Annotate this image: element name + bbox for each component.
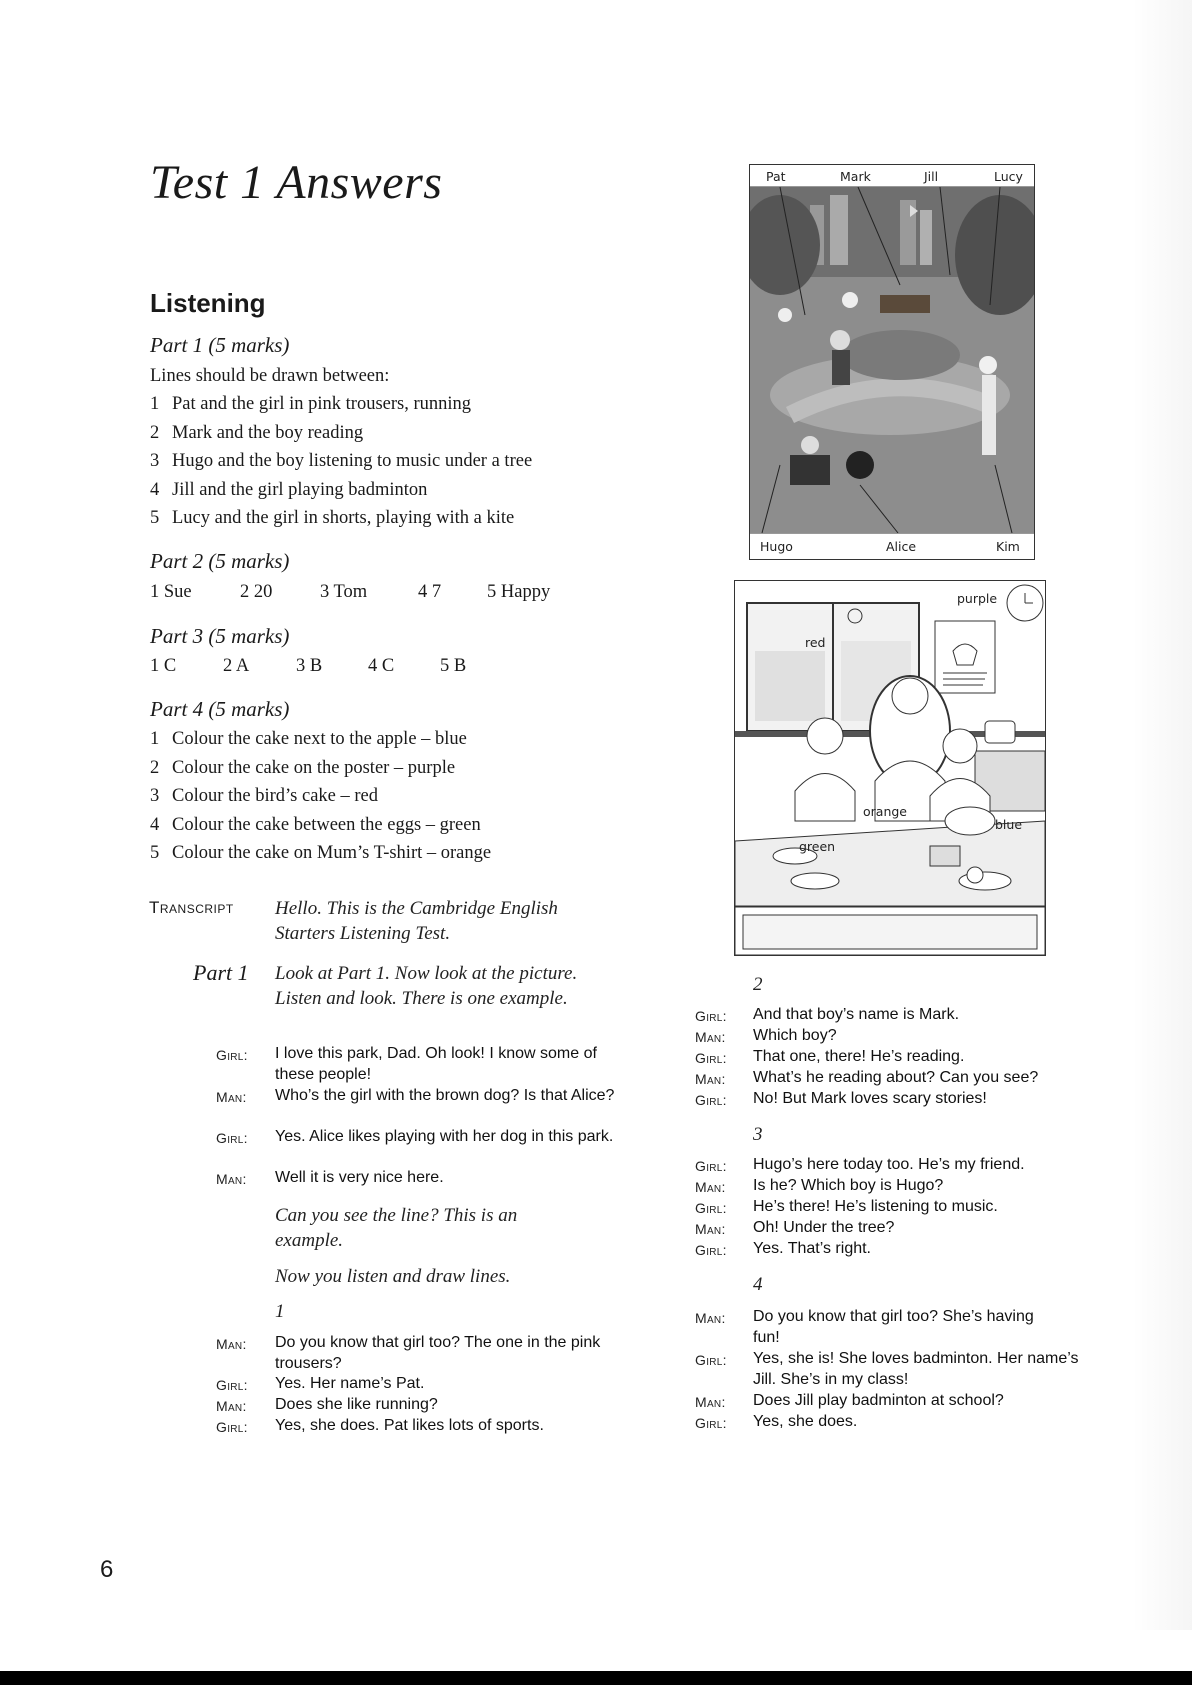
speaker-label: Man: [695, 1310, 726, 1326]
part1-intro: Lines should be drawn between: [150, 366, 390, 386]
speaker-label: Girl: [695, 1008, 727, 1024]
page-title: Test 1 Answers [150, 156, 443, 209]
dialogue-line: That one, there! He’s reading. [753, 1048, 965, 1065]
part1-heading: Part 1 (5 marks) [150, 333, 290, 357]
dialogue-line: Yes. Alice likes playing with her dog in this park. [275, 1128, 614, 1145]
question-number: 1 [275, 1301, 285, 1322]
question-number: 3 [753, 1124, 763, 1145]
question-number: 2 [753, 974, 763, 995]
list-item: 5 Colour the cake on Mum’s T-shirt – orange [150, 843, 492, 863]
dialogue-line: Does Jill play badminton at school? [753, 1392, 1004, 1409]
answer: 4 7 [418, 582, 442, 602]
park-illustration [749, 164, 1035, 560]
page-edge-shadow [1132, 0, 1192, 1630]
part1-list [150, 390, 532, 533]
dialogue-line: And that boy’s name is Mark. [753, 1006, 960, 1023]
list-item: 1 Pat and the girl in pink trousers, running [150, 394, 472, 414]
part4-heading: Part 4 (5 marks) [150, 697, 290, 721]
dialogue-line: Yes, she is! She loves badminton. Her name’s Jill. She’s in my class! [753, 1350, 1079, 1388]
park-label: Mark [840, 169, 871, 184]
park-label: Alice [886, 539, 917, 554]
speaker-label: Girl: [695, 1242, 727, 1258]
speaker-label: Girl: [695, 1050, 727, 1066]
dialogue-line: What’s he reading about? Can you see? [753, 1069, 1039, 1086]
dialogue-line: Does she like running? [275, 1396, 438, 1413]
speaker-label: Girl: [695, 1092, 727, 1108]
speaker-label: Man: [695, 1029, 726, 1045]
kitchen-label: blue [995, 817, 1023, 832]
list-item: 2 Mark and the boy reading [150, 422, 364, 443]
dialogue-line: No! But Mark loves scary stories! [753, 1090, 987, 1107]
speaker-label: Man: [216, 1398, 247, 1414]
speaker-label: Girl: [216, 1419, 248, 1435]
list-item: 5 Lucy and the girl in shorts, playing with a kite [150, 508, 515, 528]
dialogue-line: Which boy? [753, 1027, 837, 1044]
dialogue-line: Yes. That’s right. [753, 1240, 871, 1257]
speaker-label: Man: [216, 1336, 247, 1352]
kitchen-label: purple [957, 591, 998, 606]
instruction: Now you listen and draw lines. [275, 1266, 511, 1287]
dialogue-line: Well it is very nice here. [275, 1169, 444, 1186]
part3-heading: Part 3 (5 marks) [150, 624, 290, 648]
speaker-label: Girl: [216, 1047, 248, 1063]
dialogue-line: Do you know that girl too? She’s having fun! [753, 1308, 1034, 1346]
part4-list [150, 725, 491, 868]
answer: 1 C [150, 656, 177, 676]
part2-heading: Part 2 (5 marks) [150, 549, 290, 573]
transcript-part-label: Part 1 [193, 960, 249, 985]
speaker-label: Man: [216, 1089, 247, 1105]
answer: 3 B [296, 656, 323, 676]
dialogue-line: Who’s the girl with the brown dog? Is that Alice? [275, 1087, 615, 1104]
transcript-label: Transcript [149, 898, 234, 917]
park-label: Lucy [994, 169, 1023, 184]
park-label: Hugo [760, 539, 793, 554]
transcript-intro: Hello. This is the Cambridge English Starters Listening Test. [275, 898, 558, 944]
speaker-label: Man: [216, 1171, 247, 1187]
kitchen-scene [735, 581, 1045, 955]
dialogue-line: Yes. Her name’s Pat. [275, 1375, 425, 1392]
kitchen-label: orange [863, 804, 907, 819]
speaker-label: Girl: [216, 1377, 248, 1393]
kitchen-label: green [799, 839, 836, 854]
page-number: 6 [100, 1556, 114, 1583]
kitchen-label: red [805, 635, 826, 650]
dialogue-line: Yes, she does. [753, 1413, 858, 1430]
dialogue-line: Is he? Which boy is Hugo? [753, 1177, 944, 1194]
speaker-label: Man: [695, 1394, 726, 1410]
park-label: Jill [924, 169, 939, 184]
speaker-label: Man: [695, 1179, 726, 1195]
transcript-part-intro: Look at Part 1. Now look at the picture. Listen and look. There is one example. [275, 963, 578, 1009]
kitchen-illustration [734, 580, 1046, 956]
answer: 3 Tom [320, 582, 368, 602]
list-item: 3 Colour the bird’s cake – red [150, 786, 379, 806]
speaker-label: Man: [695, 1221, 726, 1237]
answer: 5 Happy [487, 582, 551, 602]
speaker-label: Man: [695, 1071, 726, 1087]
dialogue-line: Do you know that girl too? The one in the pink trousers? [275, 1334, 601, 1372]
park-label: Pat [766, 169, 786, 184]
answer: 1 Sue [150, 582, 192, 602]
speaker-label: Girl: [216, 1130, 248, 1146]
answer: 2 A [223, 656, 250, 676]
answer: 4 C [368, 656, 395, 676]
dialogue-line: Yes, she does. Pat likes lots of sports. [275, 1417, 544, 1434]
dialogue-line: Hugo’s here today too. He’s my friend. [753, 1156, 1025, 1173]
scan-bottom-border [0, 1671, 1192, 1685]
question-number: 4 [753, 1274, 763, 1295]
list-item: 2 Colour the cake on the poster – purple [150, 757, 456, 778]
list-item: 4 Jill and the girl playing badminton [150, 479, 428, 500]
list-item: 4 Colour the cake between the eggs – green [150, 814, 481, 835]
speaker-label: Girl: [695, 1200, 727, 1216]
answer: 2 20 [240, 582, 273, 602]
list-item: 3 Hugo and the boy listening to music under a tree [150, 451, 533, 471]
dialogue-line: He’s there! He’s listening to music. [753, 1198, 998, 1215]
answer: 5 B [440, 656, 467, 676]
park-label: Kim [996, 539, 1020, 554]
speaker-label: Girl: [695, 1415, 727, 1431]
dialogue-line: Oh! Under the tree? [753, 1219, 895, 1236]
speaker-label: Girl: [695, 1158, 727, 1174]
list-item: 1 Colour the cake next to the apple – blue [150, 729, 467, 749]
example-note: Can you see the line? This is an example. [275, 1205, 518, 1251]
speaker-label: Girl: [695, 1352, 727, 1368]
dialogue-line: I love this park, Dad. Oh look! I know some of these people! [275, 1045, 597, 1083]
park-scene [750, 165, 1034, 559]
section-title: Listening [150, 288, 266, 318]
